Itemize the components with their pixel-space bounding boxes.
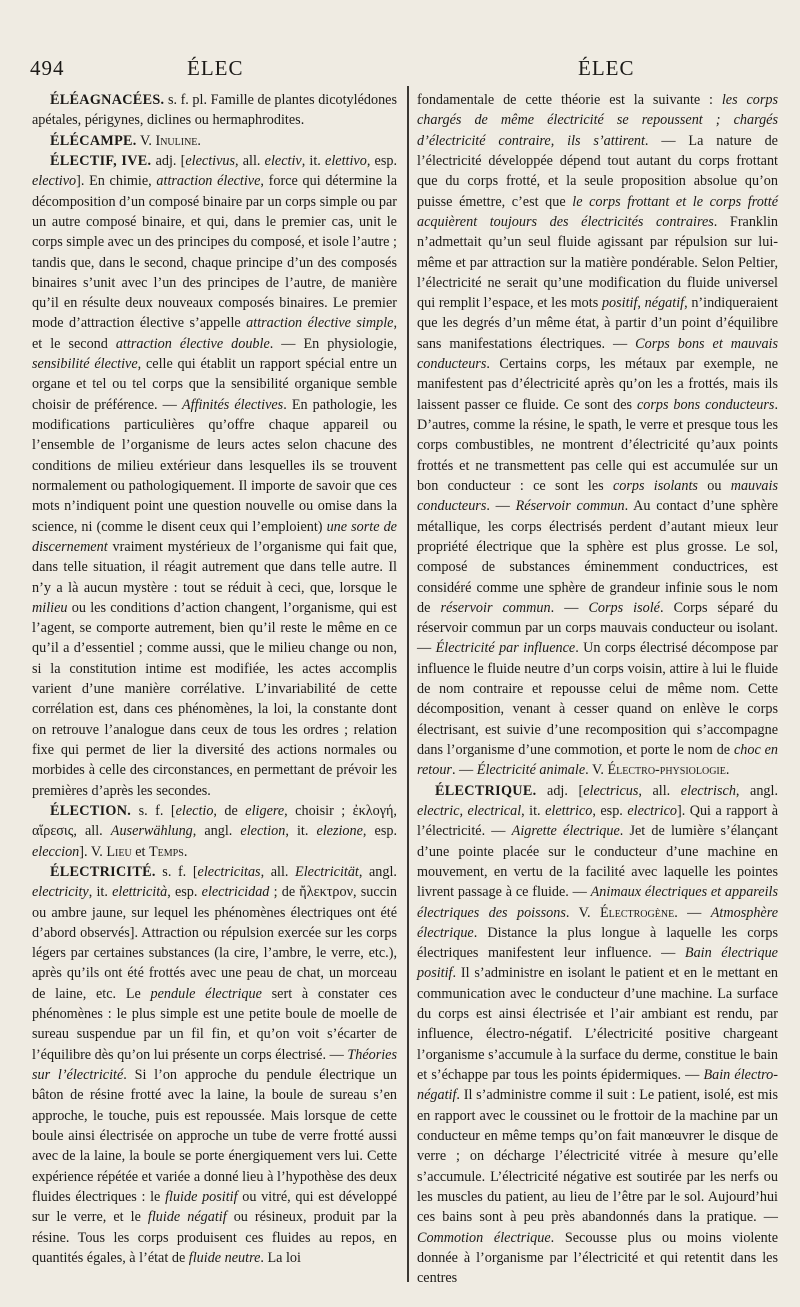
entry-elecampe	[32, 131, 397, 151]
italic-term: milieu	[32, 599, 68, 616]
italic-term: attraction élective	[156, 173, 261, 190]
right-column	[417, 90, 778, 1288]
italic-term: négatif	[644, 295, 685, 312]
italic-term: Atmosphère électrique	[417, 904, 778, 941]
italic-term: electricitas	[197, 863, 261, 880]
entry-text: , choisir ; ἐκλογή, αἵρεσις, all.	[32, 802, 397, 840]
entry-text: ]. En chimie,	[76, 173, 157, 190]
entry-text: , celle qui établit un rapport spécial entre un organe et tel ou tel corps que la sensibilité organique semble choisir de préférence. —	[32, 356, 397, 413]
entry-text: . D’autres, comme la résine, le spath, le verre et presque tous les corps combustibles, ne montrent d’électricité qu’aux points frottés et ne transmettent pas celle qui est accumulée sur un bon conducteur : ce sont les	[417, 396, 778, 494]
entry-text: , esp.	[592, 802, 628, 819]
entry-text: ; de ἤλεκτρον, succin ou ambre jaune, sur lequel les phénomènes électriques ont été d’abord observés]. Attraction ou répulsion exercée sur les corps légers par certaines substances (la cire, l’ambre, le verre, etc.), après qu’ils ont été frottés avec une peau de chat, un morceau de laine, etc. Le	[32, 884, 397, 1002]
entry-eleagnacees	[32, 90, 397, 131]
italic-term: Corps isolé	[588, 599, 660, 616]
italic-term: electric, electrical	[417, 802, 522, 819]
headword: ÉLECTRIQUE.	[435, 782, 537, 799]
italic-term: corps isolants	[612, 477, 698, 494]
entry-text: , angl.	[192, 823, 241, 840]
italic-term: fluide positif	[165, 1188, 238, 1205]
entry-electricite-continued	[417, 90, 778, 781]
entry-text: , all.	[235, 152, 265, 169]
entry-text: .	[183, 843, 188, 860]
entry-text: . — En physiologie,	[269, 335, 398, 352]
headword: ÉLECTION.	[50, 802, 132, 819]
entry-text: .	[725, 762, 730, 779]
italic-term: Animaux électriques et appareils électriques des poissons	[417, 884, 778, 921]
entry-text: . —	[674, 904, 711, 921]
italic-term: electivo	[32, 173, 77, 190]
entry-text: et	[131, 843, 150, 860]
entry-text: adj. [	[151, 152, 186, 169]
italic-term: Électricité animale	[476, 762, 586, 779]
entry-text: . — La nature de l’électricité développée dépend tout autant du corps frottant que du corps frotté, et la seule proposition absolue qu’on puisse émettre, c’est que	[417, 132, 778, 210]
entry-text: ou	[697, 477, 731, 494]
italic-term: elettrico	[545, 802, 593, 819]
italic-term: Théories sur l’électricité	[32, 1046, 397, 1083]
entry-text: . —	[451, 762, 477, 779]
entry-text: , it.	[88, 884, 113, 901]
italic-term: eligere	[245, 802, 285, 819]
cross-reference: Électrogène	[599, 904, 675, 921]
entry-text: , esp.	[366, 152, 398, 169]
entry-text: . Il s’administre comme il suit : Le patient, isolé, est mis en rapport avec le coussinet ou le frottoir de la machine par un conducteur en même temps qu’on fait manœuvrer le disque de verre ; on décharge l’électricité vitrée à mesure qu’elle s’accumule. L’électricité négative est soutirée par les nerfs ou les muscles du patient, au lieu de l’être par le sol. Aujourd’hui ces bains sont à peu près abandonnés dans la pratique. —	[417, 1087, 778, 1226]
entry-text: . —	[486, 498, 516, 515]
cross-reference: Lieu	[106, 843, 132, 860]
entry-text: . Un corps électrisé décompose par influence le fluide neutre d’un corps voisin, attire à lui le fluide de nom contraire et repousse celui de même nom. Cette décomposition, venant à cesser quand on enlève le corps électrisant, est suivie d’une recomposition qui s’accompagne dans l’organisme d’une commotion, et porte le nom de	[417, 640, 778, 758]
entry-electricite	[32, 862, 397, 1268]
italic-term: electio	[175, 802, 214, 819]
italic-term: positif	[601, 295, 638, 312]
entry-text: adj. [	[536, 782, 584, 799]
entry-text: .	[197, 132, 201, 149]
entry-text: s. f. pl. Famille de plantes dicotylédones apétales, périgynes, diclines ou hermaphrodites.	[32, 92, 397, 129]
running-head-left: ÉLEC	[187, 56, 244, 80]
entry-text: , it.	[285, 823, 317, 840]
entry-text: . Au contact d’une sphère métallique, les corps électrisés perdent d’autant mieux leur propriété électrique que la sphère est plus grosse. Le sol, composé de substances éminemment conductrices, est considéré comme une sphère de grandeur infinie sous le nom de	[417, 498, 778, 616]
headword: ÉLECTIF, IVE.	[50, 152, 152, 169]
italic-term: une sorte de discernement	[32, 518, 397, 555]
entry-text: , et le second	[32, 315, 397, 352]
entry-text: , esp.	[167, 884, 202, 901]
entry-text: . V.	[585, 762, 608, 779]
italic-term: election	[240, 823, 286, 840]
entry-text: sert à constater ces phénomènes : le plus simple est une petite boule de moelle de sureau suspendue par un fil fin, et qu’on voit s’écarter de l’équilibre dès qu’on lui présente un corps électrisé. —	[32, 985, 397, 1063]
entry-text: s. f. [	[131, 802, 176, 819]
entry-text: ou vitré, qui est développé sur le verre, et le	[32, 1188, 397, 1226]
entry-text: . Certains corps, les métaux par exemple, ne manifestent pas d’électricité après qu’on les a frottés, mais ils laissent passer ce fluide. Ce sont des	[417, 356, 778, 413]
entry-text: . Franklin n’admettait qu’un seul fluide agissant par répulsion sur lui-même et par attraction sur la matière pondérable. Selon Peltier, l’électricité ne serait qu’une modification du fluide universel qui remplit l’espace, et les mots	[417, 213, 779, 312]
cross-reference: Inuline	[155, 132, 198, 149]
entry-text: . La loi	[260, 1249, 301, 1266]
entry-text: ou résineux, produit par la résine. Tous les corps produisent ces fluides au repos, en quantités égales, à l’état de	[32, 1209, 397, 1266]
entry-electif	[32, 151, 397, 801]
running-head-right: ÉLEC	[578, 56, 635, 80]
entry-text: ]. V.	[79, 843, 107, 860]
left-column	[32, 90, 397, 1268]
entry-text: , all.	[260, 863, 296, 880]
italic-term: mauvais conducteurs	[417, 477, 778, 515]
italic-term: réservoir commun	[440, 599, 551, 616]
cross-reference: Électro-physiologie	[607, 762, 726, 779]
entry-text: . En pathologie, les modifications particulières qu’offre chaque appareil ou l’ensemble de l’organisme de leurs actes selon chacune des conditions de milieu extérieur dans lesquelles ils se trouvent normalement ou pathologiquement. Il importe de savoir que ces mots n’indiquent point une question nouvelle ou omise dans la science, ni (comme le disent ceux qui l’emploient)	[32, 396, 397, 535]
italic-term: elezione	[316, 823, 363, 840]
italic-term: electiv	[264, 152, 302, 169]
italic-term: choc en retour	[417, 742, 778, 779]
entry-text: ]. Qui a rapport à l’électricité. —	[417, 802, 778, 840]
entry-text: , angl.	[735, 782, 779, 799]
italic-term: electricity	[32, 884, 89, 901]
italic-term: electivus	[185, 152, 236, 169]
italic-term: fluide neutre	[188, 1249, 261, 1266]
italic-term: sensibilité élective	[32, 356, 138, 373]
entry-text: ,	[637, 295, 645, 312]
entry-text: vraiment mystérieux de l’organisme qui fait que, dans telle situation, il réagit autrement que dans telle autre. Il n’y a là aucun mystère : tout se réduit à ceci, que, lorsque le	[32, 538, 397, 596]
italic-term: electricidad	[201, 884, 270, 901]
entry-text: , angl.	[358, 863, 397, 880]
italic-term: Affinités électives	[181, 396, 284, 413]
entry-text: . V.	[565, 904, 600, 921]
italic-term: corps bons conducteurs	[636, 396, 775, 413]
cross-reference: Temps	[149, 843, 184, 860]
italic-term: les corps chargés de même électricité se repoussent ; chargés d’électricité contraire, ils s’attirent	[417, 92, 779, 149]
entry-text: , all.	[638, 782, 681, 799]
entry-text: , de	[213, 802, 246, 819]
italic-term: electrico	[627, 802, 677, 819]
italic-term: attraction élective simple	[246, 315, 394, 332]
entry-text: . Distance la plus longue à laquelle les corps électriques manifestent leur influence. —	[417, 924, 778, 962]
italic-term: elettivo	[325, 152, 367, 169]
headword: ÉLÉAGNACÉES.	[50, 92, 165, 108]
entry-text: . Secousse plus ou moins violente donnée à l’organisme par l’électricité et qui retentit dans les centres	[417, 1229, 778, 1287]
italic-term: Électricité par influence	[435, 640, 576, 657]
italic-term: attraction élective double	[115, 335, 270, 352]
entry-text: fondamentale de cette théorie est la suivante :	[417, 92, 722, 108]
italic-term: fluide négatif	[147, 1209, 227, 1226]
italic-term: Commotion électrique	[417, 1229, 551, 1246]
italic-term: le corps frottant et le corps frotté acquièrent toujours des électricités contraires	[417, 193, 778, 230]
italic-term: Bain électrique positif	[417, 945, 778, 982]
entry-text: V.	[136, 132, 156, 149]
italic-term: eleccion	[32, 843, 80, 860]
entry-text: ou les conditions d’action changent, l’organisme, qui est l’agent, se comporte autrement, bien qu’il reste le même en ce qu’il a d’essentiel ; comme aussi, que le milieu change ou non, si la constitution intime est modifiée, les actes accomplis varient d’une manière corrélative. L’invariabilité de cette corrélation est, dans ces phénomènes, la loi, la constante dont on retrouve l’analogue dans ceux de tous les ordres ; relation fixe qui permet de lier la diversité des actions normales ou morbides à celle des circonstances, en permettant de prévoir les premières d’après les secondes.	[32, 599, 397, 799]
entry-text: , force qui détermine la décomposition d’un composé binaire par un corps simple ou par un autre composé binaire, et qui, dans le premier cas, unit le corps simple avec un des principes du composé, et isole l’autre ; tandis que, dans le second, chaque principe d’un des composés binaires s’unit avec l’un des principes de l’autre, de manière qu’il en résulte deux nouveaux composés binaires. Le premier mode d’attraction élective s’appelle	[32, 173, 398, 332]
page-number: 494	[30, 56, 65, 80]
italic-term: pendule électrique	[150, 985, 262, 1002]
italic-term: electricus	[583, 782, 639, 799]
entry-text: , it.	[521, 802, 546, 819]
italic-term: Réservoir commun	[515, 498, 625, 515]
entry-text: , esp.	[362, 823, 397, 840]
headword: ÉLÉCAMPE.	[50, 132, 137, 149]
entry-election	[32, 801, 397, 862]
italic-term: Aigrette électrique	[511, 823, 620, 840]
entry-text: . Si l’on approche du pendule électrique un bâton de résine frotté avec la laine, la boule de sureau s’en approche, le touche, puis est repoussée. Mais lorsque de cette boule ainsi électrisée on approche un tube de verre frotté aussi avec de la laine, la boule se porte énergiquement vers lui. Cette expérience répétée et variée a donné lieu à l’hypothèse des deux fluides électriques : le	[32, 1067, 397, 1205]
entry-text: , it.	[301, 152, 326, 169]
italic-term: electrisch	[680, 782, 736, 799]
headword: ÉLECTRICITÉ.	[50, 863, 156, 880]
entry-text: . Jet de lumière s’élançant d’une pointe placée sur le conducteur d’une machine en mouvement, en vertu de la facilité avec laquelle les pointes livrent passage à ce fluide. —	[417, 823, 778, 901]
italic-term: Corps bons et mauvais conducteurs	[417, 335, 778, 373]
entry-text: . Corps séparé du réservoir commun par un corps mauvais conducteur ou isolant. —	[417, 599, 778, 657]
italic-term: elettricità	[112, 884, 168, 901]
italic-term: Electricität	[295, 863, 359, 880]
entry-text: s. f. [	[155, 863, 198, 880]
column-divider	[407, 86, 409, 1282]
italic-term: Bain électro-négatif	[417, 1067, 778, 1104]
entry-text: . —	[550, 599, 589, 616]
entry-text: . Il s’administre en isolant le patient et en le mettant en communication avec le conducteur d’une machine. La surface du corps est ainsi électrisée et l’air ambiant est rendu, par influence, électro-négatif. L’électricité positive chargeant l’organisme s’accumule à la surface du derme, constitue le bain et s’échappe par tous les points épidermiques. —	[417, 965, 778, 1083]
entry-electrique	[417, 781, 778, 1289]
entry-text: , n’indiqueraient que les degrés d’un même état, à partir d’un point d’équilibre sans manifestations électriques. —	[417, 295, 778, 352]
italic-term: Auserwählung	[110, 823, 193, 840]
